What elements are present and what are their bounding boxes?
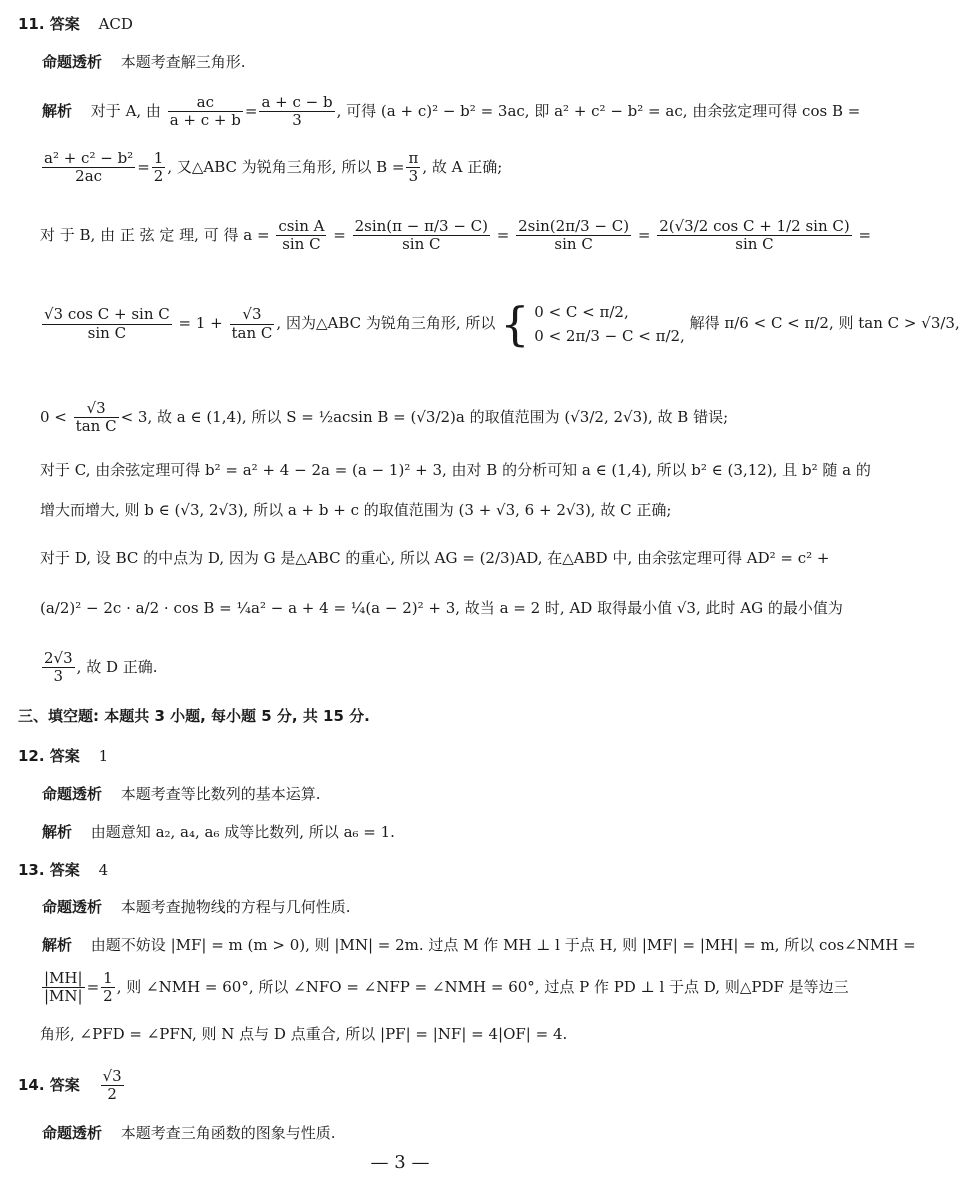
q11-l4a: = 1 +	[178, 314, 223, 332]
q14-tag-text: 本题考查三角函数的图象与性质.	[120, 1124, 336, 1142]
q14-tag-label: 命题透析	[42, 1124, 103, 1142]
q11-l1b: , 可得 (a + c)² − b² = 3ac, 即 a² + c² − b² = ac, 由余弦定理可得 cos B =	[336, 101, 861, 120]
q14-answer-label: 14. 答案	[18, 1075, 80, 1094]
denominator: 3	[408, 167, 419, 186]
numerator: a + c − b	[261, 93, 333, 111]
numerator: √3	[74, 400, 119, 418]
q11-l4c: 解得 π/6 < C < π/2, 则 tan C > √3/3,	[689, 314, 960, 332]
fraction	[353, 218, 490, 254]
q11-l1a: 对于 A, 由	[90, 101, 161, 120]
q11-line8: 对于 D, 设 BC 的中点为 D, 因为 G 是△ABC 的重心, 所以 AG = (2/3)AD, 在△ABD 中, 由余弦定理可得 AD² = c² +	[40, 549, 830, 567]
q11-analysis	[42, 52, 246, 72]
q11-l4b: , 因为△ABC 为锐角三角形, 所以	[276, 314, 496, 332]
q13-jx-label: 解析	[42, 936, 73, 954]
fraction	[42, 150, 135, 186]
q12-analysis	[42, 784, 321, 804]
denominator: 2	[153, 167, 164, 186]
q13-answer-value: 4	[98, 861, 109, 879]
q11-answer-label: 11. 答案	[18, 15, 80, 33]
q13-answer-label: 13. 答案	[18, 861, 80, 879]
q12-tag-text: 本题考查等比数列的基本运算.	[120, 785, 321, 803]
case-2: 0 < 2π/3 − C < π/2,	[534, 327, 685, 345]
q13-line1	[42, 935, 916, 955]
q11-l5b: < 3, 故 a ∈ (1,4), 所以 S = ½acsin B = (√3/2)a 的取值范围为 (√3/2, 2√3), 故 B 错误;	[120, 407, 729, 426]
q11-l2c: , 故 A 正确;	[422, 157, 503, 176]
case-1: 0 < C < π/2,	[534, 303, 629, 321]
q11-line9: (a/2)² − 2c · a/2 · cos B = ¼a² − a + 4 = ¼(a − 2)² + 3, 故当 a = 2 时, AD 取得最小值 √3, 此时 AG 的最小值为	[40, 599, 843, 617]
fraction	[42, 650, 75, 686]
numerator: 2√3	[44, 649, 73, 667]
q11-line3: 对 于 B, 由 正 弦 定 理, 可 得 a = $\frac{\text{csin A}}{\text{sin C}}$ = $\frac{2\sin(\pi - \pi/3 - C)}{\text{sin C}}$ = $\frac{2\sin(2\pi/3 - C)}{\text{sin C}}$ = $\frac{\text{2(√3/2 cos C + 1/2 sin C)}}{\text{sin C}}$ =	[40, 217, 872, 254]
fraction	[276, 218, 326, 254]
q12-header	[18, 746, 108, 766]
numerator: 1	[103, 969, 113, 987]
q12-answer-value: 1	[98, 747, 109, 765]
numerator: √3	[230, 306, 275, 324]
fraction	[42, 306, 172, 342]
q12-solution	[42, 822, 395, 842]
q13-analysis	[42, 897, 351, 917]
q11-line6: 对于 C, 由余弦定理可得 b² = a² + 4 − 2a = (a − 1)² + 3, 由对 B 的分析可知 a ∈ (1,4), 所以 b² ∈ (3,12), 且 b² 随 a 的	[40, 461, 871, 479]
q14-answer-value	[101, 1068, 124, 1104]
section-heading: 三、填空题: 本题共 3 小题, 每小题 5 分, 共 15 分.	[18, 707, 370, 725]
q13-l1: 由题不妨设 |MF| = m (m > 0), 则 |MN| = 2m. 过点 M 作 MH ⊥ l 于点 H, 则 |MF| = |MH| = m, 所以 cos∠NMH =	[90, 936, 916, 954]
q11-header	[18, 14, 133, 34]
fraction	[230, 306, 275, 342]
q11-line5	[40, 400, 728, 436]
left-brace: {	[500, 297, 530, 351]
denominator: tan C	[231, 323, 273, 342]
denominator: sin C	[87, 323, 127, 342]
inequality-system	[534, 300, 685, 348]
fraction	[152, 150, 166, 186]
denominator: 3	[292, 111, 302, 130]
q13-l2b: , 则 ∠NMH = 60°, 所以 ∠NFO = ∠NFP = ∠NMH = 60°, 过点 P 作 PD ⊥ l 于点 D, 则△PDF 是等边三	[116, 977, 849, 996]
numerator: 2(√3/2 cos C + 1/2 sin C)	[659, 217, 850, 235]
q13-header	[18, 860, 108, 880]
numerator: 2sin(2π/3 − C)	[518, 217, 630, 235]
numerator: √3 cos C + sin C	[44, 305, 170, 324]
q12-jx-label: 解析	[42, 823, 73, 841]
q12-tag-label: 命题透析	[42, 785, 103, 803]
fraction	[74, 400, 119, 436]
q11-line2: $\frac{\text{a² + c² − b²}}{2ac}$ = $\frac{1}{2}$ , 又△ABC 为锐角三角形, 所以 B = $\frac{\pi}{3}$ , 故 A 正确;	[44, 149, 503, 186]
fraction	[406, 150, 420, 186]
denominator: sin C	[402, 235, 441, 254]
q11-line10	[40, 650, 158, 686]
page-number: — 3 —	[370, 1152, 430, 1173]
denominator: 3	[53, 667, 64, 686]
fraction	[657, 218, 852, 254]
numerator: ac	[168, 94, 243, 112]
q11-line4	[40, 297, 960, 351]
q11-line7: 增大而增大, 则 b ∈ (√3, 2√3), 所以 a + b + c 的取值范围为 (3 + √3, 6 + 2√3), 故 C 正确;	[40, 501, 672, 519]
q13-line3: 角形, ∠PFD = ∠PFN, 则 N 点与 D 点重合, 所以 |PF| = |NF| = 4|OF| = 4.	[40, 1025, 568, 1043]
q11-l2b: , 又△ABC 为锐角三角形, 所以 B =	[167, 157, 405, 176]
denominator: sin C	[282, 235, 321, 254]
numerator: a² + c² − b²	[44, 149, 134, 167]
q11-line1: 解析 对于 A, 由 $\frac{ac}{a + c + b}$ = $\frac{a + c - b}{3}$ , 可得 (a + c)² − b² = 3ac, 即 a² + c² − b² = ac, 由余弦定理可得 cos B =	[42, 93, 861, 130]
denominator: 2	[103, 987, 113, 1006]
fraction	[101, 970, 115, 1006]
denominator: sin C	[735, 235, 774, 254]
denominator: 2	[107, 1085, 117, 1104]
q11-l3a: 对 于 B, 由 正 弦 定 理, 可 得 a =	[40, 225, 270, 244]
q11-l5a: 0 <	[40, 407, 67, 426]
q12-jx-text: 由题意知 a₂, a₄, a₆ 成等比数列, 所以 a₆ = 1.	[90, 823, 395, 841]
fraction	[42, 970, 85, 1006]
numerator: |MH|	[42, 970, 85, 988]
q11-jx-label: 解析	[42, 101, 73, 120]
q13-line2: $\frac{|MH|}{|MN|}$ = $\frac{1}{2}$ , 则 ∠NMH = 60°, 所以 ∠NFO = ∠NFP = ∠NMH = 60°, 过点 P 作 PD ⊥ l 于点 D, 则△PDF 是等边三	[44, 969, 849, 1006]
fraction	[168, 94, 243, 130]
numerator: √3	[102, 1067, 122, 1085]
denominator: a + c + b	[169, 111, 241, 130]
denominator: tan C	[75, 417, 117, 436]
q14-analysis	[42, 1123, 336, 1143]
q11-l10b: , 故 D 正确.	[76, 657, 158, 676]
numerator: csin A	[278, 217, 325, 235]
denominator: 2ac	[75, 167, 103, 186]
fraction	[259, 94, 334, 130]
numerator: 1	[153, 149, 164, 167]
denominator: |MN|	[44, 987, 83, 1006]
q11-answer-value: ACD	[98, 15, 133, 33]
fraction	[516, 218, 631, 254]
q13-tag-label: 命题透析	[42, 898, 103, 916]
q13-tag-text: 本题考查抛物线的方程与几何性质.	[120, 898, 351, 916]
q14-header	[18, 1068, 126, 1104]
q11-tag-text: 本题考查解三角形.	[120, 53, 246, 71]
denominator: sin C	[554, 235, 593, 254]
numerator: π	[408, 149, 419, 167]
q11-tag-label: 命题透析	[42, 53, 103, 71]
q12-answer-label: 12. 答案	[18, 747, 80, 765]
numerator: 2sin(π − π/3 − C)	[354, 217, 488, 235]
